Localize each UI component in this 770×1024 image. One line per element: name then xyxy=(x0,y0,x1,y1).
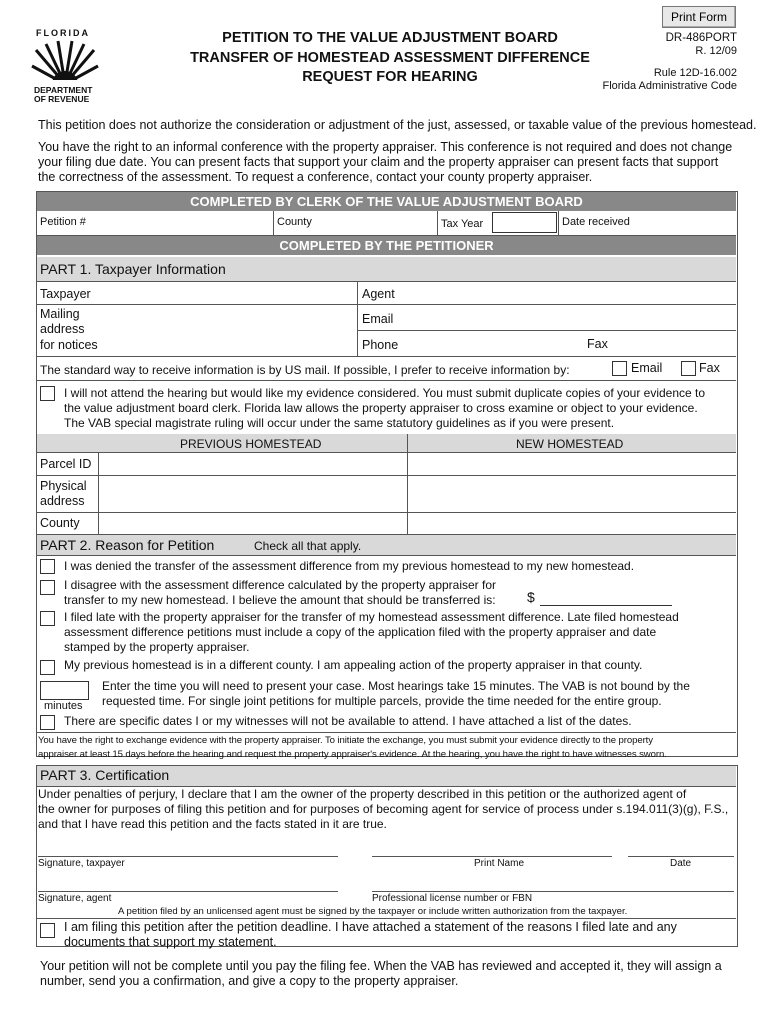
form-number: DR-486PORT xyxy=(665,32,737,44)
sig-taxpayer-label: Signature, taxpayer xyxy=(38,858,125,869)
petition-number-label: Petition # xyxy=(40,216,86,228)
county-label: County xyxy=(277,216,312,228)
divider xyxy=(357,330,736,331)
divider xyxy=(98,452,99,534)
divider xyxy=(37,281,736,282)
new-parcel-field[interactable] xyxy=(409,453,735,474)
print-form-button[interactable]: Print Form xyxy=(662,6,736,28)
clerk-bar: COMPLETED BY CLERK OF THE VALUE ADJUSTMENT BOARD xyxy=(37,192,736,211)
dates-checkbox[interactable] xyxy=(40,715,55,730)
cert-text-3: and that I have read this petition and the facts stated in it are true. xyxy=(38,817,387,831)
phone-label: Phone xyxy=(362,338,399,352)
tax-year-label: Tax Year xyxy=(441,218,484,230)
intro-p1: This petition does not authorize the consideration or adjustment of the just, assessed, or taxable value of the previous homestead. xyxy=(38,118,757,132)
reason-2-text-1: I disagree with the assessment difference calculated by the property appraiser for xyxy=(64,578,497,592)
prefer-fax-label: Fax xyxy=(699,361,720,375)
agent-label: Agent xyxy=(362,287,395,301)
fax-label: Fax xyxy=(587,337,608,351)
divider xyxy=(558,211,559,235)
email-label: Email xyxy=(362,312,394,326)
prev-parcel-field[interactable] xyxy=(100,453,405,474)
part1-title: PART 1. Taxpayer Information xyxy=(40,261,226,277)
part2-title: PART 2. Reason for Petition xyxy=(40,537,215,553)
divider xyxy=(37,380,736,381)
county-row-label: County xyxy=(40,516,80,530)
not-attend-text-1: I will not attend the hearing but would like my evidence considered. You must submit duplicate copies of your evidence to xyxy=(64,386,706,400)
dor-logo xyxy=(30,28,100,104)
mailing-label-3: for notices xyxy=(40,338,98,352)
title-line-2: TRANSFER OF HOMESTEAD ASSESSMENT DIFFERENCE xyxy=(190,50,590,66)
prefer-fax-checkbox[interactable] xyxy=(681,361,696,376)
divider xyxy=(37,732,736,733)
physical-label-1: Physical xyxy=(40,479,87,493)
reason-4-text: My previous homestead is in a different county. I am appealing action of the property appraiser in that county. xyxy=(64,658,643,672)
late-filing-text-1: I am filing this petition after the petition deadline. I have attached a statement of the reasons I filed late and any xyxy=(64,920,677,934)
standard-mail-text: The standard way to receive information is by US mail. If possible, I prefer to receive information by: xyxy=(40,363,570,377)
title-line-1: PETITION TO THE VALUE ADJUSTMENT BOARD xyxy=(222,30,558,46)
print-name-line[interactable] xyxy=(372,856,612,857)
divider xyxy=(37,555,736,556)
reason-2-checkbox[interactable] xyxy=(40,580,55,595)
mailing-label-1: Mailing xyxy=(40,307,80,321)
sig-taxpayer-line[interactable] xyxy=(38,856,338,857)
sig-agent-label: Signature, agent xyxy=(38,893,112,904)
license-line[interactable] xyxy=(372,891,734,892)
cert-text-1: Under penalties of perjury, I declare that I am the owner of the property described in this petition or the authorized agent of xyxy=(38,787,687,801)
divider xyxy=(37,356,736,357)
divider xyxy=(37,304,736,305)
exchange-text-1: You have the right to exchange evidence with the property appraiser. To initiate the exchange, you must submit your evidence directly to the property xyxy=(38,735,653,746)
time-text-1: Enter the time you will need to present your case. Most hearings take 15 minutes. The VAB is not bound by the xyxy=(102,679,690,693)
tax-year-field[interactable] xyxy=(492,212,557,233)
check-all-label: Check all that apply. xyxy=(254,539,362,553)
intro-p2c: the correctness of the assessment. To request a conference, contact your county property appraiser. xyxy=(38,170,593,184)
print-name-label: Print Name xyxy=(474,858,525,869)
transfer-amount-field[interactable] xyxy=(540,591,672,606)
logo-florida-text: FLORIDA xyxy=(36,28,90,38)
new-homestead-label: NEW HOMESTEAD xyxy=(516,437,624,451)
late-filing-checkbox[interactable] xyxy=(40,923,55,938)
footer-text-1: Your petition will not be complete until you pay the filing fee. When the VAB has reviewed and accepted it, they will assign a xyxy=(40,959,722,973)
not-attend-checkbox[interactable] xyxy=(40,386,55,401)
prefer-email-label: Email xyxy=(631,361,663,375)
intro-p2a: You have the right to an informal conference with the property appraiser. This conference is not required and does not change xyxy=(38,140,733,154)
reason-1-checkbox[interactable] xyxy=(40,559,55,574)
reason-3-text-1: I filed late with the property appraiser for the transfer of my homestead assessment difference. Late filed homestead xyxy=(64,610,679,624)
physical-label-2: address xyxy=(40,494,85,508)
not-attend-text-2: the value adjustment board clerk. Florida law allows the property appraiser to cross examine or object to your evidence. xyxy=(64,401,698,415)
minutes-label: minutes xyxy=(44,700,83,712)
divider xyxy=(37,918,736,919)
date-line[interactable] xyxy=(628,856,734,857)
divider xyxy=(273,211,274,235)
divider xyxy=(357,281,358,356)
reason-3-text-2: assessment difference petitions must include a copy of the application filed with the property appraiser and date xyxy=(64,625,657,639)
homestead-header xyxy=(37,434,736,452)
unlicensed-note: A petition filed by an unlicensed agent must be signed by the taxpayer or include written authorization from the taxpayer. xyxy=(118,906,628,917)
divider xyxy=(37,512,736,513)
form-revision: R. 12/09 xyxy=(695,45,737,57)
sunburst-icon xyxy=(30,40,100,86)
exchange-text-2: appraiser at least 15 days before the hearing and request the property appraiser's evidence. At the hearing, you have the right to have witnesses sworn. xyxy=(38,749,667,760)
parcel-id-label: Parcel ID xyxy=(40,457,92,471)
logo-department-text: DEPARTMENT OF REVENUE xyxy=(34,85,93,104)
dollar-sign: $ xyxy=(527,589,535,605)
dates-text: There are specific dates I or my witnesses will not be available to attend. I have attached a list of the dates. xyxy=(64,714,632,728)
divider xyxy=(37,534,736,535)
intro-p2b: your filing due date. You can present facts that support your claim and the property appraiser can present facts that support xyxy=(38,155,719,169)
previous-homestead-label: PREVIOUS HOMESTEAD xyxy=(180,437,322,451)
cert-text-2: the owner for purposes of filing this petition and for purposes of becoming agent for service of process under s.194.011(3)(g), F.S., xyxy=(38,802,729,816)
reason-1-text: I was denied the transfer of the assessment difference from my previous homestead to my new homestead. xyxy=(64,559,635,573)
taxpayer-label: Taxpayer xyxy=(40,287,91,301)
reason-3-text-3: stamped by the property appraiser. xyxy=(64,640,250,654)
reason-4-checkbox[interactable] xyxy=(40,660,55,675)
reason-3-checkbox[interactable] xyxy=(40,611,55,626)
late-filing-text-2: documents that support my statement. xyxy=(64,935,277,949)
divider xyxy=(407,434,408,534)
form-code: Florida Administrative Code xyxy=(602,80,737,92)
minutes-field[interactable] xyxy=(40,681,89,700)
license-label: Professional license number or FBN xyxy=(372,893,533,904)
form-rule: Rule 12D-16.002 xyxy=(653,67,737,79)
footer-text-2: number, send you a confirmation, and give a copy to the property appraiser. xyxy=(40,974,459,988)
petitioner-bar: COMPLETED BY THE PETITIONER xyxy=(37,236,736,255)
date-received-label: Date received xyxy=(562,216,630,228)
reason-2-text-2: transfer to my new homestead. I believe the amount that should be transferred is: xyxy=(64,593,496,607)
divider xyxy=(437,211,438,235)
prefer-email-checkbox[interactable] xyxy=(612,361,627,376)
part3-title: PART 3. Certification xyxy=(40,767,170,783)
mailing-label-2: address xyxy=(40,322,85,336)
sig-agent-line[interactable] xyxy=(38,891,338,892)
not-attend-text-3: The VAB special magistrate ruling will occur under the same statutory guidelines as if you were present. xyxy=(64,416,615,430)
time-text-2: requested time. For single joint petitions for multiple parcels, provide the time needed for the entire group. xyxy=(102,694,662,708)
date-label: Date xyxy=(670,858,692,869)
title-line-3: REQUEST FOR HEARING xyxy=(302,69,478,85)
petition-number-field[interactable] xyxy=(95,214,270,231)
divider xyxy=(37,475,736,476)
